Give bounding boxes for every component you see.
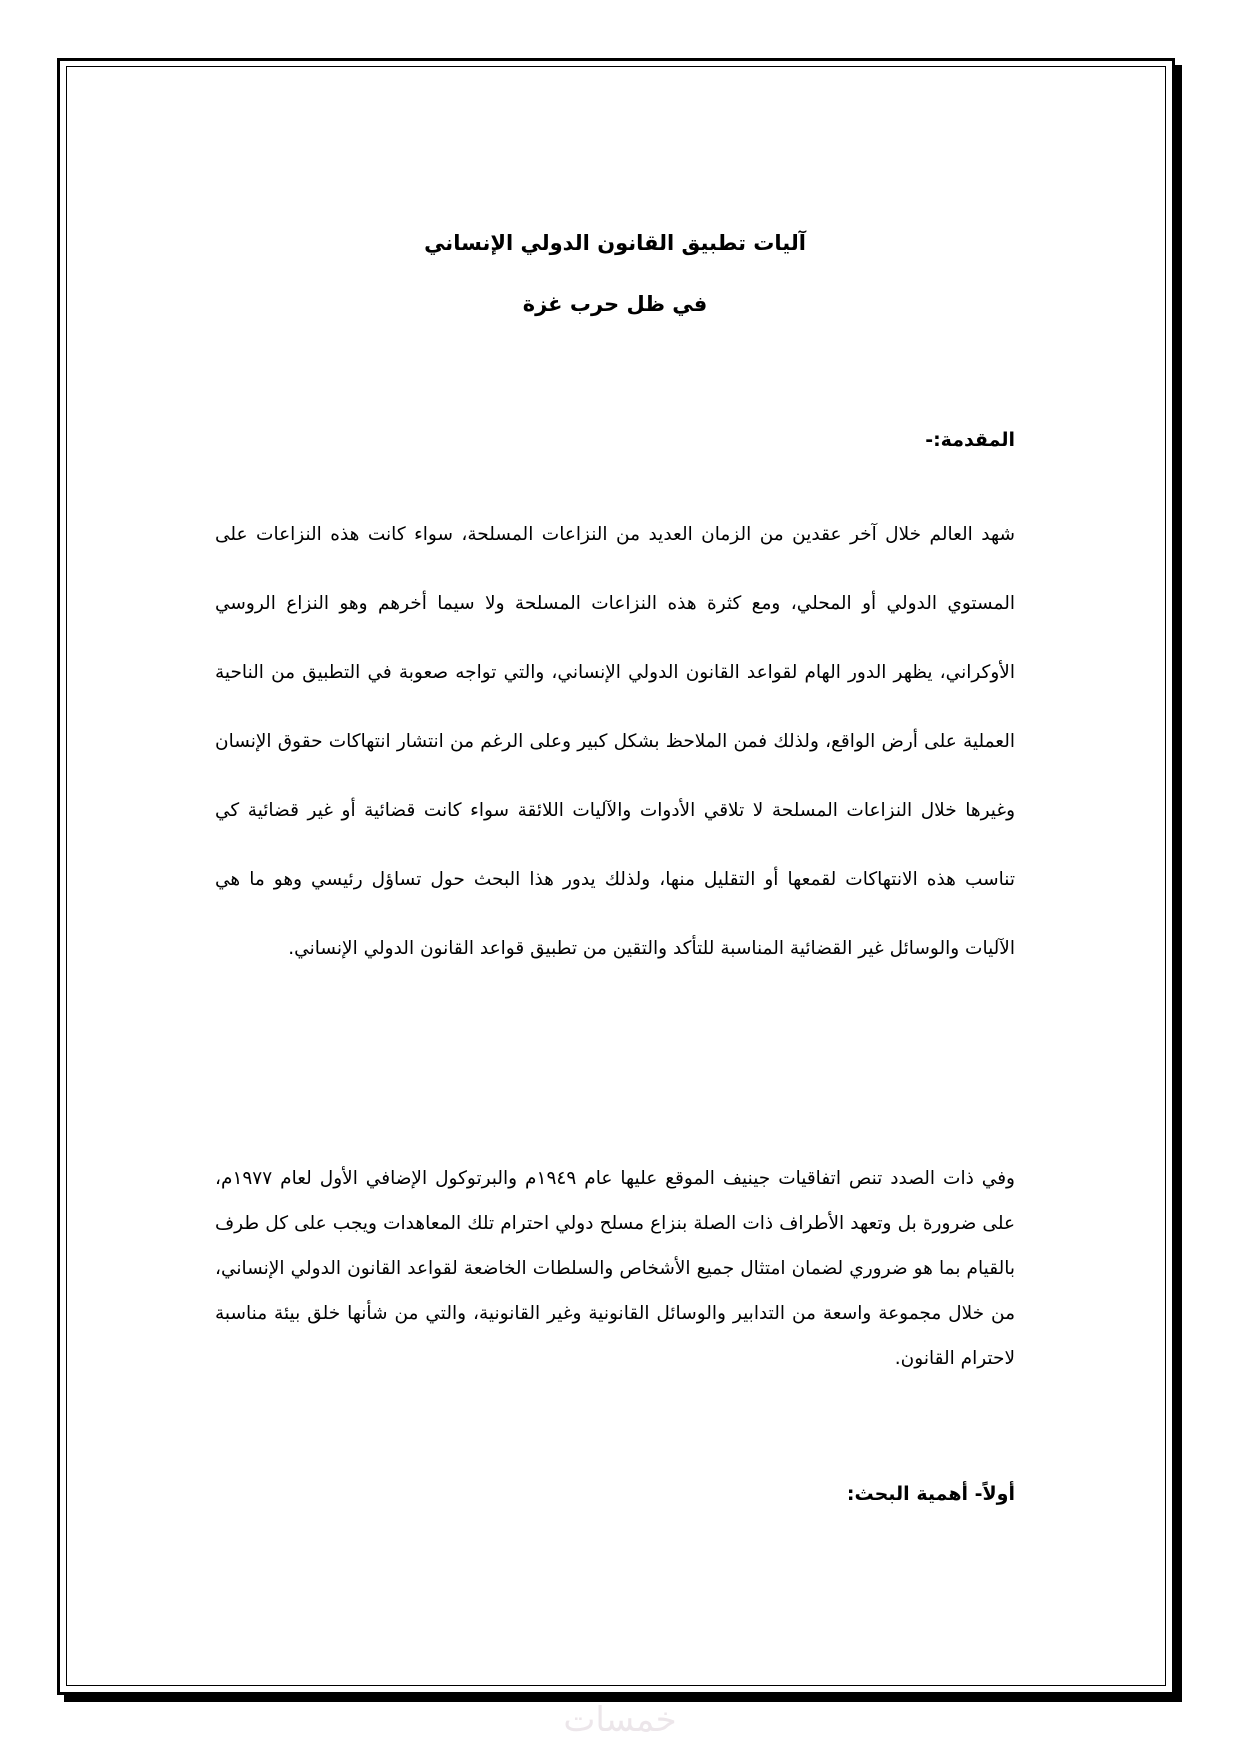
watermark-logo: خمسات — [563, 1700, 677, 1740]
document-title-line-1: آليات تطبيق القانون الدولي الإنساني — [424, 231, 806, 255]
intro-heading: المقدمة:- — [925, 429, 1015, 451]
intro-paragraph: شهد العالم خلال آخر عقدين من الزمان العديد من النزاعات المسلحة، سواء كانت هذه النزاعات على المستوي الدولي أو المحلي، ومع كثرة هذه النزاعات المسلحة ولا سيما أخرهم وهو النزاع الروسي الأوكراني، يظهر الدور الهام لقواعد القانون الدولي الإنساني، والتي تواجه صعوبة في التطبيق من الناحية العملية على أرض الواقع، ولذلك فمن الملاحظ بشكل كبير وعلى الرغم من انتشار انتهاكات حقوق الإنسان وغيرها خلال النزاعات المسلحة لا تلاقي الأدوات والآليات اللائقة سواء كانت قضائية أو غير قضائية كي تناسب هذه الانتهاكات لقمعها أو التقليل منها، ولذلك يدور هذا البحث حول تساؤل رئيسي وهو ما هي الآليات والوسائل غير القضائية المناسبة للتأكد والتقين من تطبيق قواعد القانون الدولي الإنساني. — [215, 524, 1015, 959]
section-heading-importance: أولاً- أهمية البحث: — [846, 1483, 1015, 1505]
document-title-line-2: في ظل حرب غزة — [522, 292, 708, 316]
geneva-paragraph: وفي ذات الصدد تنص اتفاقيات جينيف الموقع عليها عام ١٩٤٩م والبرتوكول الإضافي الأول لعام ١٩٧٧م، على ضرورة بل وتعهد الأطراف ذات الصلة بنزاع مسلح دولي احترام تلك المعاهدات ويجب على كل طرف بالقيام بما هو ضروري لضمان امتثال جميع الأشخاص والسلطات الخاضعة لقواعد القانون الدولي الإنساني، من خلال مجموعة واسعة من التدابير والوسائل القانونية وغير القانونية، والتي من شأنها خلق بيئة مناسبة لاحترام القانون. — [215, 1168, 1015, 1369]
